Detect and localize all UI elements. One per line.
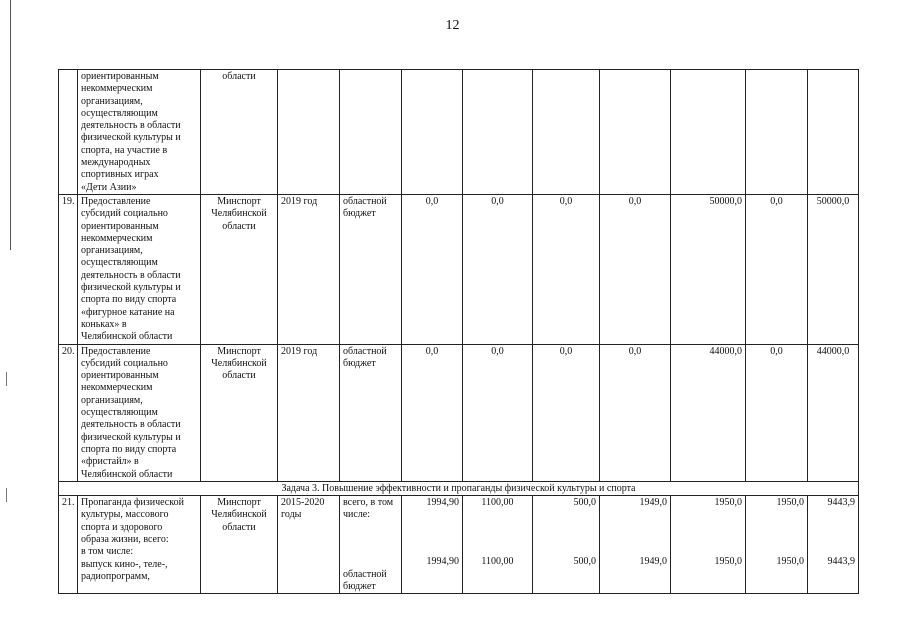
value-cell: 1950,0 1950,0 [746,496,808,594]
value-cell: 0,0 [746,344,808,481]
table-body [59,70,859,594]
value-cell: 0,0 [600,344,671,481]
value-cell: 0,0 [463,194,533,344]
row-number [59,70,78,195]
scan-mark [6,488,7,502]
value-cell: 0,0 [402,194,463,344]
executor-cell: Минспорт Челябинской области [201,344,278,481]
row-number: 19. [59,194,78,344]
measure-cell: ориентированным некоммерческим организациям, осуществляющим деятельность в области физической культуры и спорта, на участие в международных спортивных играх «Дети Азии» [78,70,201,195]
value-cell: 50000,0 [671,194,746,344]
value-cell: 500,0 500,0 [533,496,600,594]
value-cell: 0,0 [533,194,600,344]
row-number: 20. [59,344,78,481]
source-cell [340,70,402,195]
source-regional: областной бюджет [343,568,387,592]
period-cell: 2019 год [278,194,340,344]
value-cell: 0,0 [600,194,671,344]
measure-cell: Пропаганда физической культуры, массового спорта и здорового образа жизни, всего: в том числе: выпуск кино-, теле-, радиопрограмм, [78,496,201,594]
row-number: 21. [59,496,78,594]
value-cell: 0,0 [463,344,533,481]
value-cell: 44000,0 [671,344,746,481]
executor-cell: Минспорт Челябинской области [201,194,278,344]
source-cell: областной бюджет [340,194,402,344]
executor-cell: Минспорт Челябинской области [201,496,278,594]
period-cell [278,70,340,195]
table-row [59,496,859,594]
source-cell [340,496,402,594]
task-heading-row [59,481,859,495]
value-cell [746,70,808,195]
total-cell [808,70,859,195]
table-row [59,194,859,344]
period-cell: 2019 год [278,344,340,481]
scan-mark [6,372,7,386]
value-cell: 1100,00 1100,00 [463,496,533,594]
table-row [59,70,859,195]
total-cell: 44000,0 [808,344,859,481]
period-cell: 2015-2020 годы [278,496,340,594]
value-cell: 1950,0 1950,0 [671,496,746,594]
total-cell: 50000,0 [808,194,859,344]
value-cell [671,70,746,195]
value-cell [402,70,463,195]
source-all: всего, в том числе: [343,497,394,521]
total-cell: 9443,9 9443,9 [808,496,859,594]
value-cell: 0,0 [402,344,463,481]
value-cell: 0,0 [533,344,600,481]
task-heading: Задача 3. Повышение эффективности и пропаганды физической культуры и спорта [59,481,859,495]
source-cell: областной бюджет [340,344,402,481]
table-row [59,344,859,481]
value-cell: 0,0 [746,194,808,344]
value-cell [533,70,600,195]
measure-cell: Предоставление субсидий социально ориентированным некоммерческим организациям, осуществляющим деятельность в области физической культуры и спорта по виду спорта «фристайл» в Челябинской области [78,344,201,481]
executor-cell: области [201,70,278,195]
page-number: 12 [445,18,460,33]
value-cell: 1994,90 1994,90 [402,496,463,594]
value-cell: 1949,0 1949,0 [600,496,671,594]
scan-edge-line [10,0,11,250]
measure-cell: Предоставление субсидий социально ориентированным некоммерческим организациям, осуществляющим деятельность в области физической культуры и спорта по виду спорта «фигурное катание на коньках» в Челябинской области [78,194,201,344]
value-cell [600,70,671,195]
program-table [58,69,859,594]
value-cell [463,70,533,195]
